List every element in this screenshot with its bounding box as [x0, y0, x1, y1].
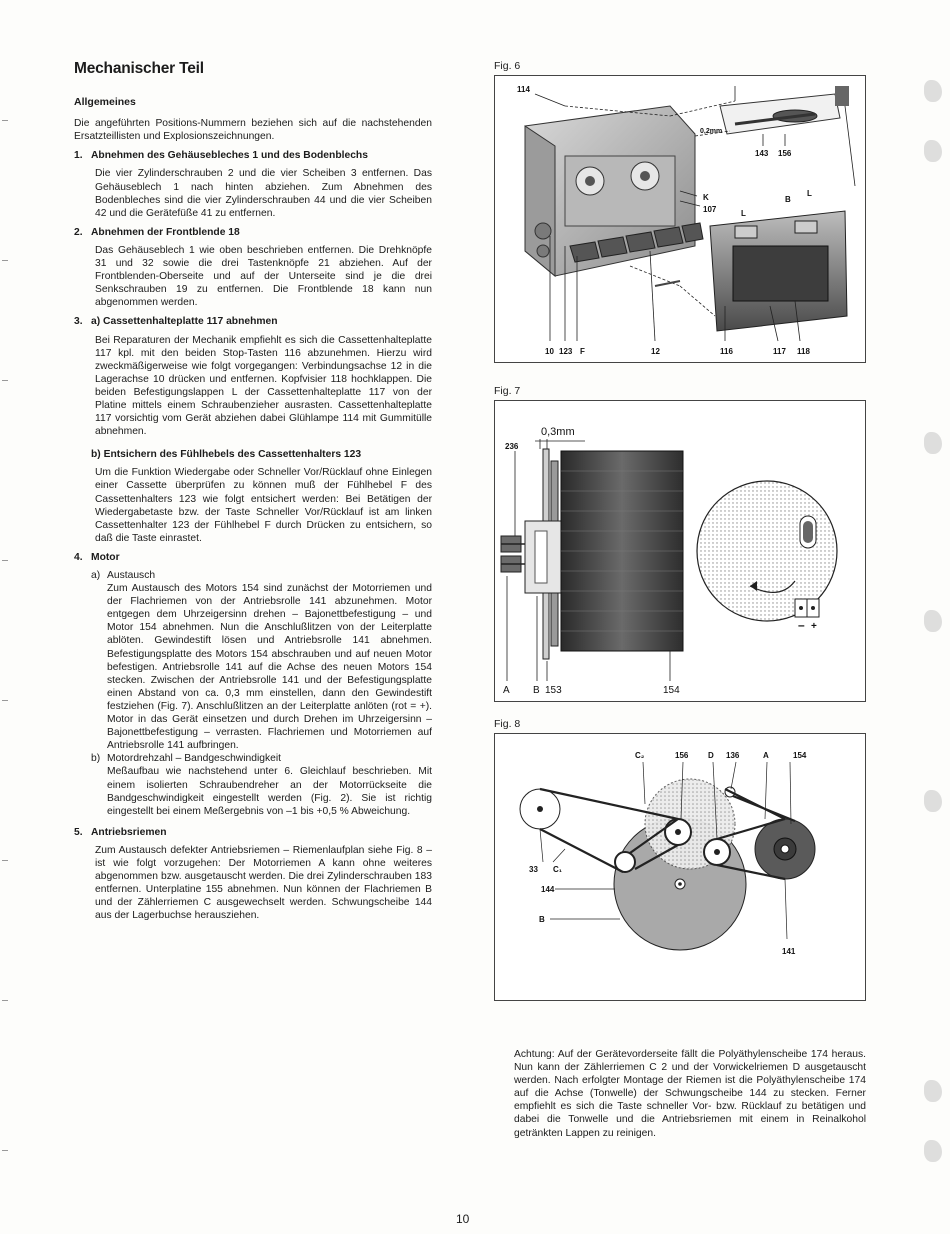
scan-artifact	[924, 1140, 942, 1162]
scan-artifact	[924, 610, 942, 632]
fig8-label-C1: C₁	[553, 865, 563, 874]
margin-tick	[2, 1150, 8, 1151]
margin-tick	[2, 1000, 8, 1001]
subsection-b	[91, 752, 432, 817]
section-text: Um die Funktion Wiedergabe oder Schneller Vor/Rücklauf ohne Einlegen einer Cassette überprüfen zu können muß der Fühlhebel F des Cassettenhalters 123 wie folgt entsichert werden: Bei Betätigen der Wiedergabetaste bzw. der Taste Schneller Vor/Rücklauf ist am linken Cassettenhalter 123 der Fühlhebel F durch Drücken zu entsichern, so daß die Taste einrastet.	[95, 467, 432, 544]
section-text: Zum Austausch defekter Antriebsriemen – Riemenlaufplan siehe Fig. 8 – ist wie folgt vorzugehen: Der Motorriemen A kann ohne weiteres abgenommen bzw. ausgetauscht werden. Die drei Zylinderschrauben 183 entfernen. Unterplatine 155 abnehmen. Nun können der Flachriemen B und der Zählerriemen C ausgewechselt werden. Schwungscheibe 144 aus der Lagerbuchse herausziehen.	[95, 844, 432, 922]
section-number: 1.	[74, 150, 83, 162]
fig7-label-plus: +	[811, 621, 817, 632]
fig7-label-B: B	[533, 685, 540, 696]
subsection-a	[91, 569, 432, 752]
fig8-label-B: B	[539, 915, 545, 924]
fig6-label-L: L	[741, 209, 746, 218]
margin-tick	[2, 860, 8, 861]
figure-caption: Fig. 8	[494, 718, 521, 730]
section-text: Die vier Zylinderschrauben 2 und die vier Scheiben 3 entfernen. Das Gehäuseblech 1 nach hinten abziehen. Zum Abnehmen des Bodenbleches sind die vier Zylinderschrauben 44 und die vier Scheiben 42 und die Gerätefüße 41 zu entfernen.	[95, 168, 432, 219]
fig8-label-33: 33	[529, 865, 538, 874]
fig8-label-144: 144	[541, 885, 555, 894]
fig7-label-03mm: 0,3mm	[541, 426, 575, 438]
fig6-label-F: F	[580, 347, 585, 356]
section-number: 4.	[74, 551, 83, 563]
subsection-title: Entsichern des Fühlhebels des Cassettenhalters 123	[103, 449, 362, 461]
figure-caption: Fig. 7	[494, 385, 521, 397]
section-text: Bei Reparaturen der Mechanik empfiehlt es sich die Cassettenhalteplatte 117 kpl. mit den beiden Stop-Tasten 116 abzunehmen. Hierzu wird zweckmäßigerweise wie folgt vorgegangen: Verbindungsachse 12 in die Lagerachse 10 drücken und entfernen. Kopfvisier 118 hochklappen. Die beiden Befestigungslappen L der Cassettenhalteplatte 117 von der Platine mittels einem Schraubenzieher ausrasten. Cassettenhalteplatte 117 vorsichtig vom Gerät abziehen dabei Glühlampe 114 mit Gummitülle abnehmen.	[95, 334, 432, 438]
section-number: 5.	[74, 826, 83, 838]
margin-tick	[2, 380, 8, 381]
scan-artifact	[924, 790, 942, 812]
section-2	[74, 226, 432, 310]
fig6-label-123: 123	[559, 347, 573, 356]
fig8-label-156: 156	[675, 751, 689, 760]
subsection-title: Austausch	[107, 570, 156, 581]
fig8-label-154: 154	[793, 751, 807, 760]
belt-routing-drawing	[495, 734, 865, 1000]
page-title: Mechanischer Teil	[74, 60, 204, 77]
subsection-label: b)	[91, 753, 101, 765]
fig6-label-B: B	[785, 195, 791, 204]
fig7-label-154: 154	[663, 685, 680, 696]
section-number: 2.	[74, 226, 83, 238]
fig7-label-236: 236	[505, 442, 519, 451]
margin-tick	[2, 560, 8, 561]
section-title	[91, 315, 432, 328]
fig8-label-141: 141	[782, 947, 796, 956]
scan-artifact	[924, 1080, 942, 1102]
section-text: Das Gehäuseblech 1 wie oben beschrieben entfernen. Die Drehknöpfe 31 und 32 sowie die drei Tastenknöpfe 21 abziehen. Auf der Frontblenden-Oberseite und auf der Unterseite sind je die drei Senkschrauben 19 zu entfernen. Die Frontblende 18 kann nun abgenommen werden.	[95, 244, 432, 309]
figure-caption: Fig. 6	[494, 60, 521, 72]
right-column	[494, 60, 866, 1001]
fig8-label-C2: C₂	[635, 751, 645, 760]
fig8-label-D: D	[708, 751, 714, 760]
figure-7	[494, 400, 866, 702]
fig6-label-156: 156	[778, 149, 792, 158]
scan-artifact	[924, 140, 942, 162]
subsection-title: Motordrehzahl – Bandgeschwindigkeit	[107, 753, 282, 765]
fig6-label-114: 114	[517, 85, 530, 94]
section-3	[74, 315, 432, 545]
general-heading: Allgemeines	[74, 96, 136, 109]
scan-artifact	[924, 80, 942, 102]
figure-6	[494, 75, 866, 363]
section-title	[91, 448, 432, 461]
fig6-label-L: L	[807, 189, 812, 198]
section-title: Abnehmen des Gehäusebleches 1 und des Bodenblechs	[91, 150, 368, 162]
left-column	[74, 62, 432, 922]
fig7-label-A: A	[503, 685, 510, 696]
motor-pulley-drawing	[495, 401, 865, 701]
section-1	[74, 149, 432, 219]
margin-tick	[2, 260, 8, 261]
section-number: 3.	[74, 316, 83, 328]
fig7-label-minus: –	[798, 618, 805, 632]
note-text: Achtung: Auf der Gerätevorderseite fällt die Polyäthylenscheibe 174 heraus. Nun kann der Zählerriemen C 2 und der Vorwickelriemen D ausgetauscht werden. Nach erfolgter Montage der Riemen ist die Polyäthylenscheibe 174 auf die Achse (Tonwelle) der Schwungscheibe 144 zu stecken. Ferner empfiehlt es sich die Taste schneller Vor- bzw. Rücklauf zu betätigen und dabei die Tonwelle und die Antriebsriemen mit einem in Reinalkohol getränkten Lappen zu reinigen.	[514, 1049, 866, 1139]
fig6-label-12: 12	[651, 347, 660, 356]
margin-tick	[2, 700, 8, 701]
section-text: Zum Austausch des Motors 154 sind zunächst der Motorriemen und der Flachriemen von der Antriebsrolle 141 abzunehmen. Motor entgegen dem Uhrzeigersinn drehen – Bajonettbefestigung – und Motor 154 abnehmen. Nun die Anschlußlitzen von der Leiterplatte ablöten. Gewindestift lösen und Antriebsrolle 141 abnehmen. Befestigungsplatte des Motors 154 abschrauben und auf neuen Motor befestigen. Antriebsrolle 141 auf die Achse des neuen Motors 154 stecken. Zwischen der Antriebsrolle 141 und der Befestigungsplatte einen Abstand von ca. 0,3 mm einstellen, dann den Gewindestift festziehen (Fig. 7). Anschlußlitzen an der Leiterplatte anlöten (rot = +). Motor in das Gerät einsetzen und durch Drehen im Uhrzeigersinn – Bajonettbefestigung – verrasten. Flachriemen und Motorriemen auf Antriebsrolle 141 aufbringen.	[107, 583, 432, 752]
section-text: Meßaufbau wie nachstehend unter 6. Gleichlauf beschrieben. Mit einem isolierten Schraubendreher an der Motorrückseite die Bandgeschwindigkeit eingestellt werden (Fig. 2). Sie ist richtig eingestellt bei einem Meßergebnis von –1 bis +0,5 % Abweichung.	[107, 766, 432, 817]
fig6-label-02mm: 0,2mm	[700, 128, 723, 135]
subsection-label: b)	[91, 449, 101, 461]
section-title: Motor	[91, 551, 120, 563]
fig6-label-118: 118	[797, 347, 810, 356]
section-title: Abnehmen der Frontblende 18	[91, 226, 240, 238]
section-4	[74, 551, 432, 818]
fig6-label-116: 116	[720, 347, 733, 356]
general-text: Die angeführten Positions-Nummern beziehen sich auf die nachstehenden Ersatzteillisten und Explosionszeichnungen.	[74, 118, 432, 143]
fig6-label-107: 107	[703, 205, 717, 214]
scan-artifact	[924, 432, 942, 454]
fig7-label-153: 153	[545, 685, 562, 696]
page-number: 10	[456, 1212, 470, 1226]
subsection-label: a)	[91, 570, 101, 581]
section-title: Antriebsriemen	[91, 826, 167, 838]
cassette-mechanism-drawing	[495, 76, 865, 362]
section-5	[74, 826, 432, 923]
fig6-label-117: 117	[773, 347, 786, 356]
fig6-label-K: K	[703, 193, 709, 202]
fig6-label-143: 143	[755, 149, 769, 158]
figure-8	[494, 733, 866, 1001]
subsection-title: Cassettenhalteplatte 117 abnehmen	[103, 316, 278, 328]
fig8-label-136: 136	[726, 751, 740, 760]
fig6-label-10: 10	[545, 347, 554, 356]
subsection-label: a)	[91, 316, 101, 328]
fig8-label-A: A	[763, 751, 769, 760]
margin-tick	[2, 120, 8, 121]
